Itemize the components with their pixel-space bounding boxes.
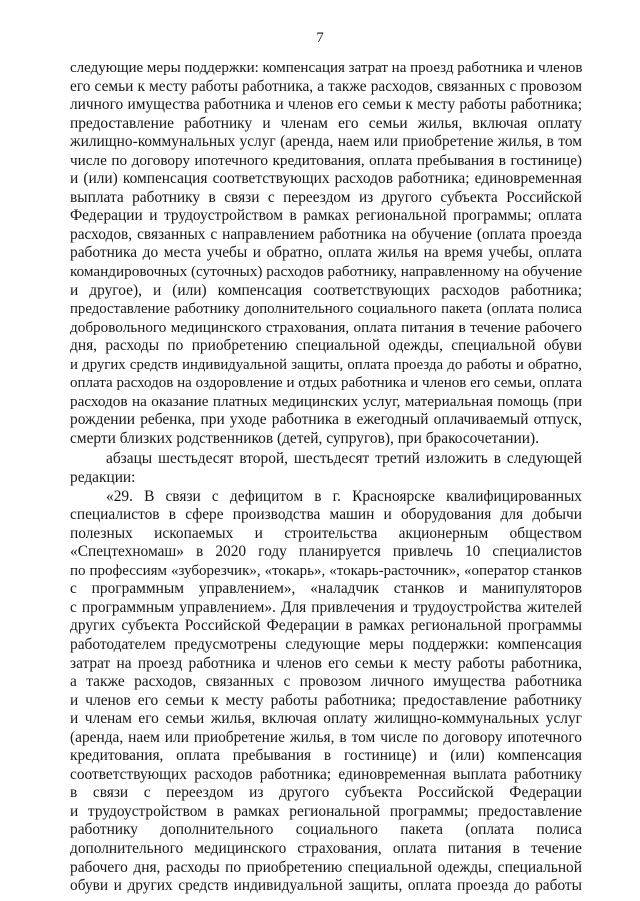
text-line: Федерации и трудоустройством в рамках региональной программы; оплата (70, 207, 582, 225)
text-line: предоставление работнику дополнительного социального пакета (оплата полиса (70, 301, 582, 318)
text-line: других субъекта Российской Федерации в рамках региональной программы (70, 617, 582, 635)
text-line: соответствующих расходов работника; единовременная выплата работнику (70, 765, 582, 783)
text-line: обуви и других средств индивидуальной защиты, оплата проезда до работы (70, 877, 582, 895)
text-line: и членам его семьи жилья, включая оплату жилищно-коммунальных услуг (70, 710, 582, 728)
text-line: и других средств индивидуальной защиты, оплата проезда до работы и обратно, (70, 356, 582, 373)
text-line: (аренда, наем или приобретение жилья, в том числе по договору ипотечного (70, 728, 582, 746)
text-line: личного имущества работника и членов его семьи к месту работы работника; (70, 96, 582, 114)
text-line: рождении ребенка, при уходе работника в ежегодный оплачиваемый отпуск, (70, 411, 582, 429)
text-line: добровольного медицинского страхования, оплата питания в течение рабочего (70, 318, 582, 336)
text-line: жилищно-коммунальных услуг (аренда, наем или приобретение жилья, в том (70, 133, 582, 151)
text-line: и другое), и (или) компенсация соответствующих расходов работника; (70, 281, 582, 299)
text-line: с программным управлением». Для привлечения и трудоустройства жителей (70, 598, 582, 616)
text-line: работнику дополнительного социального пакета (оплата полиса (70, 821, 582, 839)
text-line: кредитования, оплата пребывания в гостинице) и (или) компенсация (70, 747, 582, 765)
text-line: дня, расходы по приобретению специальной одежды, специальной обуви (70, 337, 582, 355)
text-line: редакции: (70, 469, 136, 487)
text-line: «29. В связи с дефицитом в г. Красноярске квалифицированных (106, 487, 582, 505)
text-line: командировочных (суточных) расходов работнику, направленному на обучение (70, 263, 583, 281)
text-line: и членов его семьи к месту работы работника; предоставление работнику (70, 691, 582, 709)
text-line: выплата работнику в связи с переездом из другого субъекта Российской (70, 188, 582, 206)
text-line: полезных ископаемых и строительства акционерным обществом (70, 524, 582, 542)
text-line: и трудоустройством в рамках региональной программы; предоставление (70, 802, 582, 820)
page-number: 7 (316, 30, 324, 46)
text-line: по профессиям «зуборезчик», «токарь», «токарь-расточник», «оператор станков (70, 562, 582, 579)
text-line: а также расходов, связанных с провозом личного имущества работника (70, 673, 582, 691)
text-line: работника до места учебы и обратно, оплата жилья на время учебы, оплата (70, 244, 582, 262)
text-line: «Спецтехномаш» в 2020 году планируется привлечь 10 специалистов (70, 543, 582, 561)
text-line: абзацы шестьдесят второй, шестьдесят третий изложить в следующей (106, 450, 582, 468)
text-line: затрат на проезд работника и членов его семьи к месту работы работника, (70, 654, 582, 672)
document-body (70, 59, 582, 896)
paragraph-amendment-intro (70, 450, 582, 487)
text-line: и (или) компенсация соответствующих расходов работника; единовременная (70, 170, 582, 188)
text-line: дополнительного медицинского страхования, оплата питания в течение (70, 839, 582, 857)
text-line: специалистов в сфере производства машин и оборудования для добычи (70, 506, 582, 524)
text-line: расходов, связанных с направлением работника на обучение (оплата проезда (70, 225, 582, 243)
text-line: работодателем предусмотрены следующие меры поддержки: компенсация (70, 635, 582, 653)
text-line: оплата расходов на оздоровление и отдых работника и членов его семьи, оплата (70, 375, 582, 392)
text-line: рабочего дня, расходы по приобретению специальной одежды, специальной (70, 858, 582, 876)
text-line: предоставление работнику и членам его семьи жилья, включая оплату (70, 114, 582, 132)
text-line: расходов на оказание платных медицинских услуг, материальная помощь (при (70, 392, 582, 410)
text-line: числе по договору ипотечного кредитования, оплата пребывания в гостинице) (70, 151, 582, 169)
text-line: в связи с переездом из другого субъекта Российской Федерации (70, 784, 582, 802)
paragraph-item-29 (70, 488, 582, 896)
text-line: следующие меры поддержки: компенсация затрат на проезд работника и членов (70, 60, 583, 76)
paragraph-support-measures (70, 59, 582, 448)
text-line: его семьи к месту работы работника, а также расходов, связанных с провозом (70, 77, 582, 95)
text-line: с программным управлением», «наладчик станков и манипуляторов (70, 580, 582, 598)
text-line: смерти близких родственников (детей, супругов), при бракосочетании). (70, 429, 539, 447)
